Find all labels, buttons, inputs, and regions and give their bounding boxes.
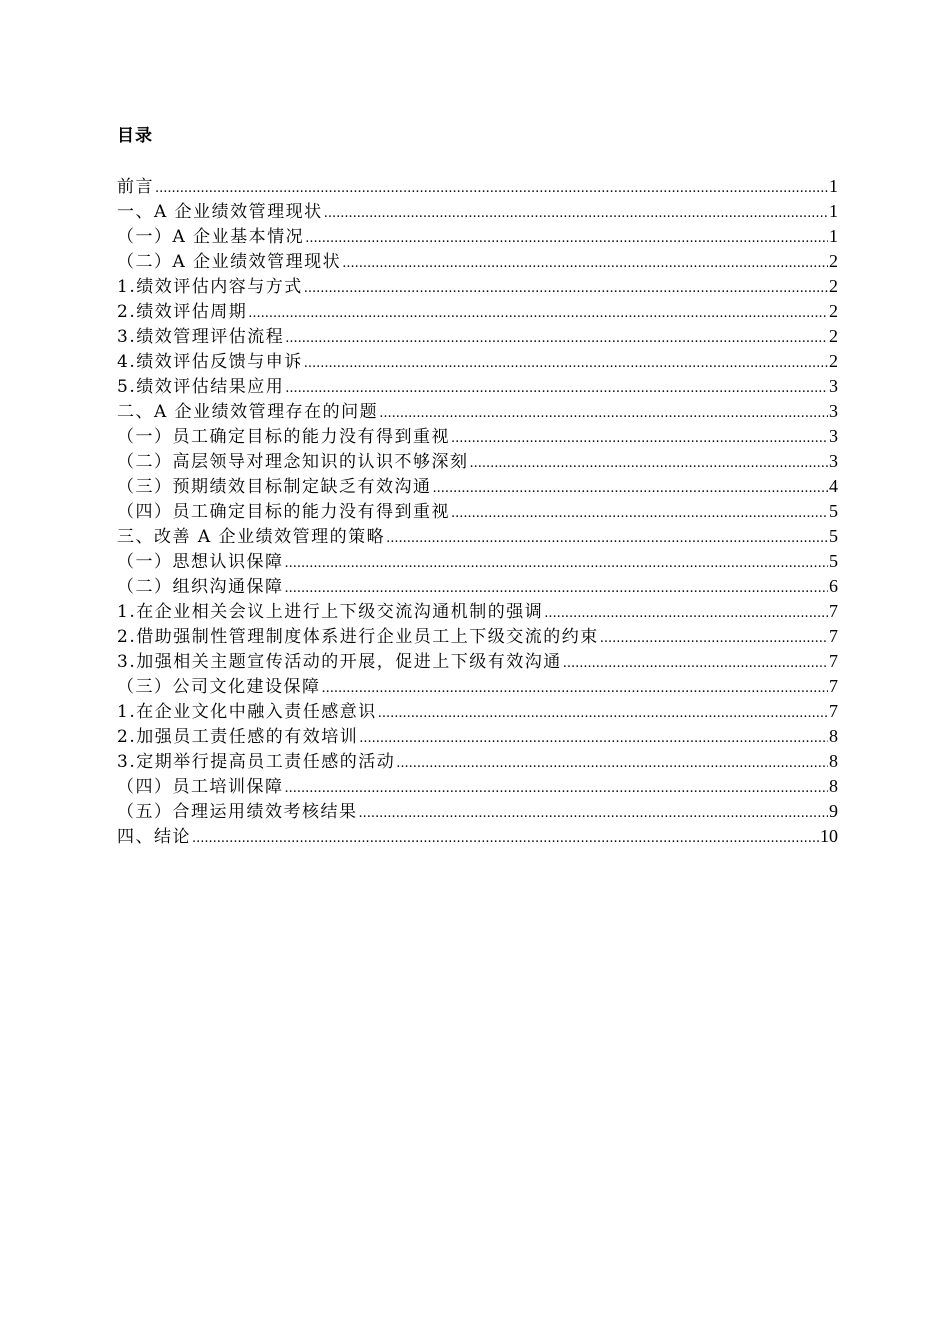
- toc-entry[interactable]: [117, 599, 838, 624]
- toc-page-number: 2: [829, 351, 838, 371]
- toc-entry[interactable]: [117, 499, 838, 524]
- table-of-contents: [117, 174, 838, 849]
- toc-entry-text: 5.绩效评估结果应用: [117, 377, 285, 397]
- toc-dot-leader: [285, 326, 828, 351]
- toc-entry[interactable]: [117, 724, 838, 749]
- toc-dot-leader: [470, 451, 829, 476]
- toc-dot-leader: [285, 576, 829, 601]
- toc-entry[interactable]: [117, 749, 838, 774]
- toc-dot-leader: [285, 551, 829, 576]
- toc-dot-leader: [285, 776, 829, 801]
- toc-page-number: 6: [829, 576, 838, 596]
- toc-page-number: 1: [829, 176, 838, 196]
- toc-page-number: 1: [829, 226, 838, 246]
- toc-entry-text: 1.绩效评估内容与方式: [117, 277, 303, 297]
- toc-entry[interactable]: [117, 524, 838, 549]
- toc-dot-leader: [304, 351, 828, 376]
- toc-dot-leader: [248, 301, 828, 326]
- toc-dot-leader: [305, 226, 828, 251]
- toc-dot-leader: [433, 476, 829, 501]
- toc-entry[interactable]: [117, 424, 838, 449]
- toc-page-number: 3: [829, 401, 838, 421]
- toc-entry[interactable]: [117, 649, 838, 674]
- toc-entry-text: 前言: [117, 177, 154, 197]
- toc-entry-text: 3.定期举行提高员工责任感的活动: [117, 752, 396, 772]
- toc-entry-text: （四）员工培训保障: [117, 777, 284, 797]
- toc-page-number: 3: [829, 451, 838, 471]
- toc-entry-text: 2.绩效评估周期: [117, 302, 248, 322]
- toc-entry[interactable]: [117, 824, 838, 849]
- toc-entry-text: （一）员工确定目标的能力没有得到重视: [117, 427, 450, 447]
- toc-dot-leader: [324, 201, 828, 226]
- toc-dot-leader: [600, 626, 828, 651]
- toc-entry[interactable]: [117, 299, 838, 324]
- toc-dot-leader: [378, 701, 828, 726]
- toc-entry-text: 3.加强相关主题宣传活动的开展，促进上下级有效沟通: [117, 652, 562, 672]
- toc-dot-leader: [322, 676, 829, 701]
- toc-entry[interactable]: [117, 224, 838, 249]
- toc-entry-text: （二）高层领导对理念知识的认识不够深刻: [117, 452, 469, 472]
- toc-page-number: 8: [829, 776, 838, 796]
- toc-entry[interactable]: [117, 374, 838, 399]
- toc-entry[interactable]: [117, 349, 838, 374]
- toc-entry-text: （四）员工确定目标的能力没有得到重视: [117, 502, 450, 522]
- toc-entry-text: （三）预期绩效目标制定缺乏有效沟通: [117, 477, 432, 497]
- toc-dot-leader: [544, 601, 828, 626]
- toc-entry-text: 2.加强员工责任感的有效培训: [117, 727, 359, 747]
- toc-entry-text: 2.借助强制性管理制度体系进行企业员工上下级交流的约束: [117, 627, 599, 647]
- toc-page-number: 8: [829, 726, 838, 746]
- toc-entry[interactable]: [117, 774, 838, 799]
- toc-entry[interactable]: [117, 474, 838, 499]
- toc-dot-leader: [396, 751, 828, 776]
- toc-entry[interactable]: [117, 699, 838, 724]
- toc-dot-leader: [155, 176, 828, 201]
- toc-entry[interactable]: [117, 399, 838, 424]
- toc-dot-leader: [192, 826, 819, 851]
- toc-entry-text: 1.在企业相关会议上进行上下级交流沟通机制的强调: [117, 602, 544, 622]
- toc-page-number: 5: [829, 526, 838, 546]
- toc-page-number: 7: [829, 626, 838, 646]
- toc-entry-text: 4.绩效评估反馈与申诉: [117, 352, 303, 372]
- toc-dot-leader: [451, 426, 828, 451]
- toc-entry-text: 1.在企业文化中融入责任感意识: [117, 702, 377, 722]
- toc-entry[interactable]: [117, 324, 838, 349]
- toc-dot-leader: [359, 726, 828, 751]
- toc-page-number: 7: [829, 676, 838, 696]
- toc-entry[interactable]: [117, 549, 838, 574]
- toc-entry-text: 3.绩效管理评估流程: [117, 327, 285, 347]
- toc-entry-text: 二、A 企业绩效管理存在的问题: [117, 402, 379, 422]
- toc-entry[interactable]: [117, 249, 838, 274]
- toc-entry-text: 一、A 企业绩效管理现状: [117, 202, 323, 222]
- toc-entry[interactable]: [117, 674, 838, 699]
- toc-page-number: 4: [829, 476, 838, 496]
- toc-entry[interactable]: [117, 574, 838, 599]
- toc-page-number: 7: [829, 651, 838, 671]
- toc-entry-text: （二）A 企业绩效管理现状: [117, 252, 342, 272]
- toc-entry[interactable]: [117, 274, 838, 299]
- toc-page-number: 1: [829, 201, 838, 221]
- toc-entry-text: （三）公司文化建设保障: [117, 677, 321, 697]
- toc-dot-leader: [359, 801, 829, 826]
- toc-dot-leader: [451, 501, 828, 526]
- toc-page-number: 2: [829, 276, 838, 296]
- toc-page-number: 2: [829, 301, 838, 321]
- toc-page-number: 2: [829, 251, 838, 271]
- toc-page-number: 5: [829, 501, 838, 521]
- toc-page-number: 3: [829, 376, 838, 396]
- toc-page-number: 7: [829, 701, 838, 721]
- toc-entry-text: （五）合理运用绩效考核结果: [117, 802, 358, 822]
- toc-page-number: 9: [829, 801, 838, 821]
- toc-entry[interactable]: [117, 624, 838, 649]
- toc-page-number: 8: [829, 751, 838, 771]
- toc-entry[interactable]: [117, 449, 838, 474]
- toc-entry-text: （二）组织沟通保障: [117, 577, 284, 597]
- toc-entry-text: 三、改善 A 企业绩效管理的策略: [117, 527, 386, 547]
- toc-dot-leader: [379, 401, 828, 426]
- toc-entry[interactable]: [117, 199, 838, 224]
- toc-entry[interactable]: [117, 174, 838, 199]
- toc-entry[interactable]: [117, 799, 838, 824]
- toc-page-number: 5: [829, 551, 838, 571]
- toc-page-number: 10: [820, 826, 838, 846]
- toc-entry-text: 四、结论: [117, 827, 191, 847]
- toc-entry-text: （一）A 企业基本情况: [117, 227, 305, 247]
- toc-page-number: 7: [829, 601, 838, 621]
- toc-dot-leader: [563, 651, 828, 676]
- toc-dot-leader: [304, 276, 828, 301]
- toc-dot-leader: [285, 376, 828, 401]
- toc-dot-leader: [342, 251, 828, 276]
- toc-entry-text: （一）思想认识保障: [117, 552, 284, 572]
- toc-page-number: 2: [829, 326, 838, 346]
- toc-page-number: 3: [829, 426, 838, 446]
- toc-title: 目录: [117, 126, 153, 146]
- toc-dot-leader: [386, 526, 828, 551]
